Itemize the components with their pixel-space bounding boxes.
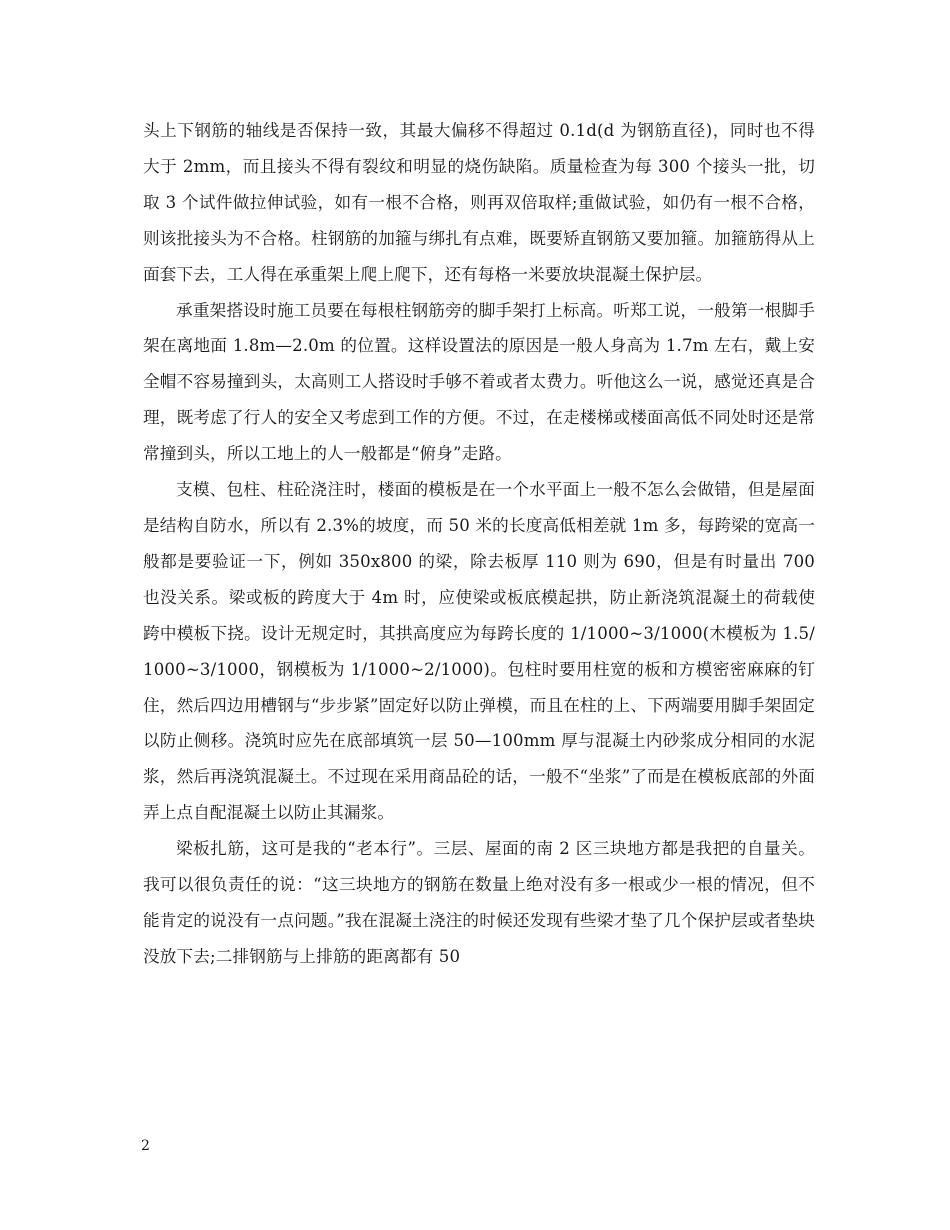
- paragraph-2: 承重架搭设时施工员要在每根柱钢筋旁的脚手架打上标高。听郑工说，一般第一根脚手架在离地面 1.8m—2.0m 的位置。这样设置法的原因是一般人身高为 1.7m 左右，戴上安全帽不容易撞到头，太高则工人搭设时手够不着或者太费力。听他这么一说，感觉还真是合理，既考虑了行人的安全又考虑到工作的方便。不过，在走楼梯或楼面高低不同处时还是常常撞到头，所以工地上的人一般都是“俯身”走路。: [143, 300, 815, 464]
- paragraph-1: 头上下钢筋的轴线是否保持一致，其最大偏移不得超过 0.1d(d 为钢筋直径)，同时也不得大于 2mm，而且接头不得有裂纹和明显的烧伤缺陷。质量检查为每 300 个接头一批，切取 3 个试件做拉伸试验，如有一根不合格，则再双倍取样;重做试验，如仍有一根不合格，则该批接头为不合格。柱钢筋的加箍与绑扎有点难，既要矫直钢筋又要加箍。加箍筋得从上面套下去，工人得在承重架上爬上爬下，还有每格一米要放块混凝土保护层。: [143, 121, 815, 284]
- body-text: [143, 113, 815, 975]
- page-number: 2: [141, 1138, 150, 1154]
- paragraph-3: 支模、包柱、柱砼浇注时，楼面的模板是在一个水平面上一般不怎么会做错，但是屋面是结构自防水，所以有 2.3%的坡度，而 50 米的长度高低相差就 1m 多，每跨梁的宽高一般都是要验证一下，例如 350x800 的梁，除去板厚 110 则为 690，但是有时量出 700 也没关系。梁或板的跨度大于 4m 时，应使梁或板底模起拱，防止新浇筑混凝土的荷载使跨中模板下挠。设计无规定时，其拱高度应为每跨长度的 1/1000~3/1000(木模板为 1.5/1000~3/1000，钢模板为 1/1000~2/1000)。包柱时要用柱宽的板和方模密密麻麻的钉住，然后四边用槽钢与“步步紧”固定好以防止弹模，而且在柱的上、下两端要用脚手架固定以防止侧移。浇筑时应先在底部填筑一层 50—100mm 厚与混凝土内砂浆成分相同的水泥浆，然后再浇筑混凝土。不过现在采用商品砼的话，一般不“坐浆”了而是在模板底部的外面弄上点自配混凝土以防止其漏浆。: [143, 480, 815, 823]
- paragraph-4: 梁板扎筋，这可是我的“老本行”。三层、屋面的南 2 区三块地方都是我把的自量关。我可以很负责任的说：“这三块地方的钢筋在数量上绝对没有多一根或少一根的情况，但不能肯定的说没有一点问题。”我在混凝土浇注的时候还发现有些梁才垫了几个保护层或者垫块没放下去;二排钢筋与上排筋的距离都有 50: [143, 839, 815, 966]
